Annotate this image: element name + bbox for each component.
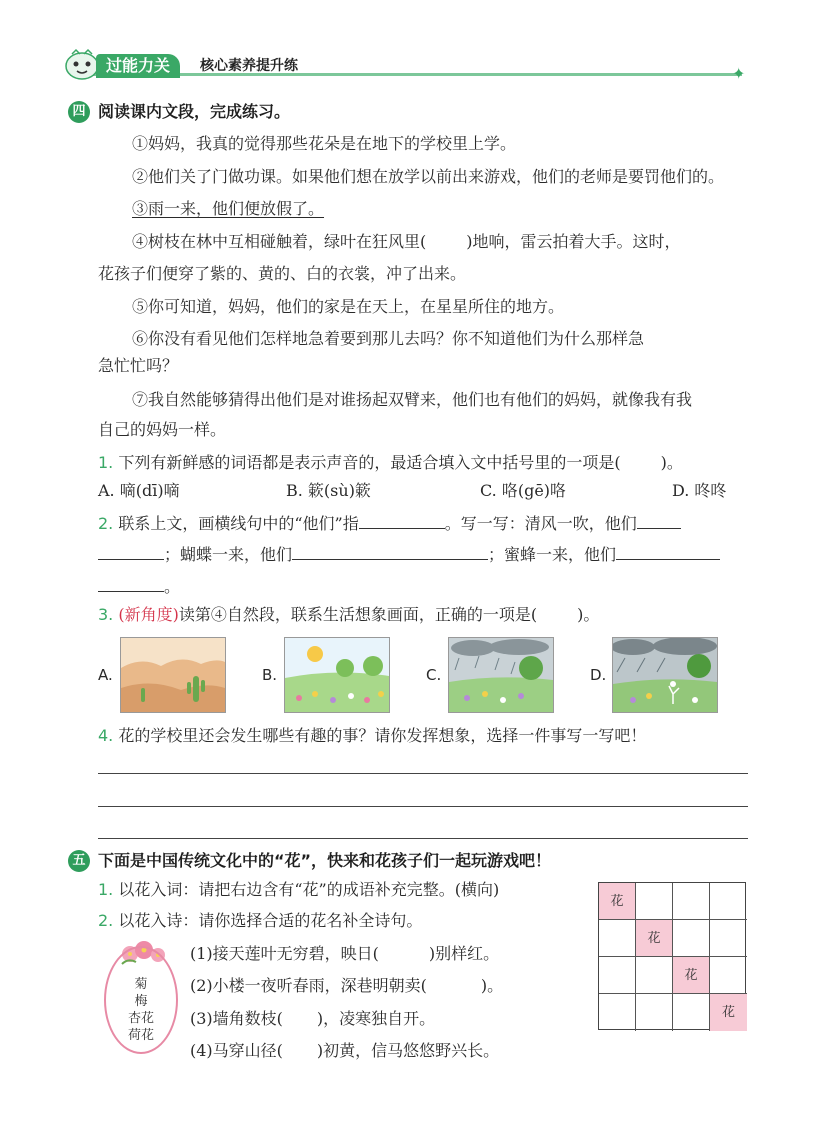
writing-line-3[interactable] — [98, 838, 748, 839]
paragraph-1: ①妈妈，我真的觉得那些花朵是在地下的学校里上学。 — [132, 134, 517, 153]
section-title-5: 下面是中国传统文化中的“花”，快来和花孩子们一起玩游戏吧！ — [98, 851, 552, 870]
question-2-line2 — [98, 543, 720, 566]
question-1-number: 1. — [98, 453, 114, 472]
section-badge-5: 五 — [68, 850, 90, 872]
poem-line-3-a: (3)墙角数枝( — [190, 1009, 283, 1028]
header-subtitle: 核心素养提升练 — [200, 58, 298, 74]
question-4-number: 4. — [98, 726, 114, 745]
poem-line-1-b: )别样红。 — [428, 944, 500, 963]
poem-line-2-b: )。 — [480, 976, 504, 995]
question-2-blank-4[interactable] — [616, 543, 720, 560]
section-badge-4: 四 — [68, 101, 90, 123]
question-3-label-c[interactable]: C. — [426, 666, 442, 684]
question-3-tag: (新角度) — [118, 605, 179, 624]
section5-question-2 — [98, 910, 422, 932]
paragraph-7-line1: ⑦我自然能够猜得出他们是对谁扬起双臂来，他们也有他们的妈妈，就像我有我 — [132, 390, 693, 409]
paragraph-4-line1 — [132, 231, 681, 253]
question-2-blank-4-cont[interactable] — [98, 575, 164, 592]
paragraph-6-line2: 急忙忙吗？ — [98, 356, 179, 375]
writing-line-2[interactable] — [98, 806, 748, 807]
grid-cell[interactable] — [673, 883, 710, 920]
question-1-end: )。 — [660, 453, 683, 472]
rain-flowers-icon — [449, 638, 553, 712]
poem-line-2-a: (2)小楼一夜听春雨，深巷明朝卖( — [190, 976, 427, 995]
question-2-end: 。 — [164, 577, 181, 596]
question-3-label-b[interactable]: B. — [262, 666, 278, 684]
question-1-text: 下列有新鲜感的词语都是表示声音的，最适合填入文中括号里的一项是( — [118, 453, 621, 472]
grid-cell[interactable] — [599, 994, 636, 1031]
question-4 — [98, 725, 646, 747]
grid-cell[interactable] — [636, 883, 673, 920]
question-1-option-d[interactable]: D. 咚咚 — [672, 481, 727, 500]
question-3-label-d[interactable]: D. — [590, 666, 607, 684]
poem-line-4-b: )初黄，信马悠悠野兴长。 — [316, 1041, 500, 1060]
question-2-blank-1[interactable] — [359, 512, 445, 529]
question-3-end: )。 — [577, 605, 600, 624]
grid-cell-flower[interactable]: 花 — [636, 920, 673, 957]
paragraph-6-line1: ⑥你没有看见他们怎样地急着要到那儿去吗？你不知道他们为什么那样急 — [132, 329, 645, 348]
grid-cell[interactable] — [599, 957, 636, 994]
question-1 — [98, 452, 683, 474]
idiom-grid — [598, 882, 746, 1030]
grid-cell[interactable] — [673, 920, 710, 957]
section5-question-2-number: 2. — [98, 911, 114, 930]
question-3 — [98, 604, 599, 626]
question-2-number: 2. — [98, 514, 114, 533]
header-tag: 过能力关 — [96, 54, 180, 78]
question-2-blank-2[interactable] — [637, 512, 681, 529]
writing-line-1[interactable] — [98, 773, 748, 774]
paragraph-4-part-a: ④树枝在林中互相碰触着，绿叶在狂风里( — [132, 232, 427, 251]
question-2-text-b: 。写一写：清风一吹，他们 — [444, 514, 637, 533]
question-2-line1 — [98, 512, 681, 535]
picture-storm-dancing[interactable] — [612, 637, 718, 713]
question-3-text: 读第④自然段，联系生活想象画面，正确的一项是( — [178, 605, 538, 624]
paragraph-7-line2: 自己的妈妈一样。 — [98, 420, 227, 439]
picture-desert[interactable] — [120, 637, 226, 713]
paragraph-3-underlined: ③雨一来，他们便放假了。 — [132, 199, 325, 218]
question-2-blank-3[interactable] — [292, 543, 488, 560]
section5-question-1 — [98, 879, 499, 901]
grid-cell-flower[interactable]: 花 — [673, 957, 710, 994]
question-2-line3 — [98, 575, 180, 598]
poem-line-2 — [190, 975, 503, 997]
question-1-option-c[interactable]: C. 咯(gē)咯 — [480, 481, 567, 500]
section5-question-1-text: 以花入词：请把右边含有“花”的成语补充完整。(横向) — [118, 880, 500, 899]
grid-cell[interactable] — [636, 994, 673, 1031]
grid-cell[interactable] — [636, 957, 673, 994]
poem-line-1 — [190, 943, 499, 965]
question-3-label-a[interactable]: A. — [98, 666, 113, 684]
section5-question-1-number: 1. — [98, 880, 114, 899]
storm-flowers-icon — [613, 638, 717, 712]
question-3-number: 3. — [98, 605, 114, 624]
paragraph-4-part-b: )地响，雷云拍着大手。这时， — [466, 232, 681, 251]
poem-line-1-a: (1)接天莲叶无穷碧，映日( — [190, 944, 379, 963]
grid-cell[interactable] — [710, 920, 747, 957]
question-2-text-c: ；蝴蝶一来，他们 — [164, 545, 293, 564]
question-1-option-b[interactable]: B. 簌(sù)簌 — [286, 481, 371, 500]
poem-line-4-a: (4)马穿山径( — [190, 1041, 283, 1060]
flower-name-xinghua: 杏花 — [127, 1011, 154, 1026]
poem-line-3 — [190, 1008, 435, 1030]
question-4-text: 花的学校里还会发生哪些有趣的事？请你发挥想象，选择一件事写一写吧！ — [118, 726, 647, 745]
flower-name-ju: 菊 — [134, 977, 148, 992]
question-2-text-a: 联系上文，画横线句中的“他们”指 — [118, 514, 359, 533]
flower-name-hehua: 荷花 — [127, 1028, 154, 1043]
paragraph-5: ⑤你可知道，妈妈，他们的家是在天上，在星星所住的地方。 — [132, 297, 565, 316]
star-icon: ✦ — [732, 64, 746, 83]
picture-rain-calm[interactable] — [448, 637, 554, 713]
picture-sunny-meadow[interactable] — [284, 637, 390, 713]
grid-cell-flower[interactable]: 花 — [599, 883, 636, 920]
poem-line-3-b: )，凌寒独自开。 — [316, 1009, 436, 1028]
grid-cell[interactable] — [673, 994, 710, 1031]
grid-cell[interactable] — [710, 883, 747, 920]
question-2-text-d: ；蜜蜂一来，他们 — [488, 545, 617, 564]
question-1-option-a[interactable]: A. 嘀(dī)嘀 — [98, 481, 180, 500]
desert-cactus-icon — [121, 638, 225, 712]
paragraph-4-line2: 花孩子们便穿了紫的、黄的、白的衣裳，冲了出来。 — [98, 264, 467, 283]
sunny-flowers-icon — [285, 638, 389, 712]
section-title-4: 阅读课内文段，完成练习。 — [98, 102, 291, 121]
flower-name-mei: 梅 — [134, 994, 148, 1009]
section5-question-2-text: 以花入诗：请你选择合适的花名补全诗句。 — [118, 911, 423, 930]
paragraph-2: ②他们关了门做功课。如果他们想在放学以前出来游戏，他们的老师是要罚他们的。 — [132, 167, 725, 186]
grid-cell-flower[interactable]: 花 — [710, 994, 747, 1031]
grid-cell[interactable] — [599, 920, 636, 957]
poem-line-4 — [190, 1040, 499, 1062]
question-2-blank-2-cont[interactable] — [98, 543, 164, 560]
grid-cell[interactable] — [710, 957, 747, 994]
